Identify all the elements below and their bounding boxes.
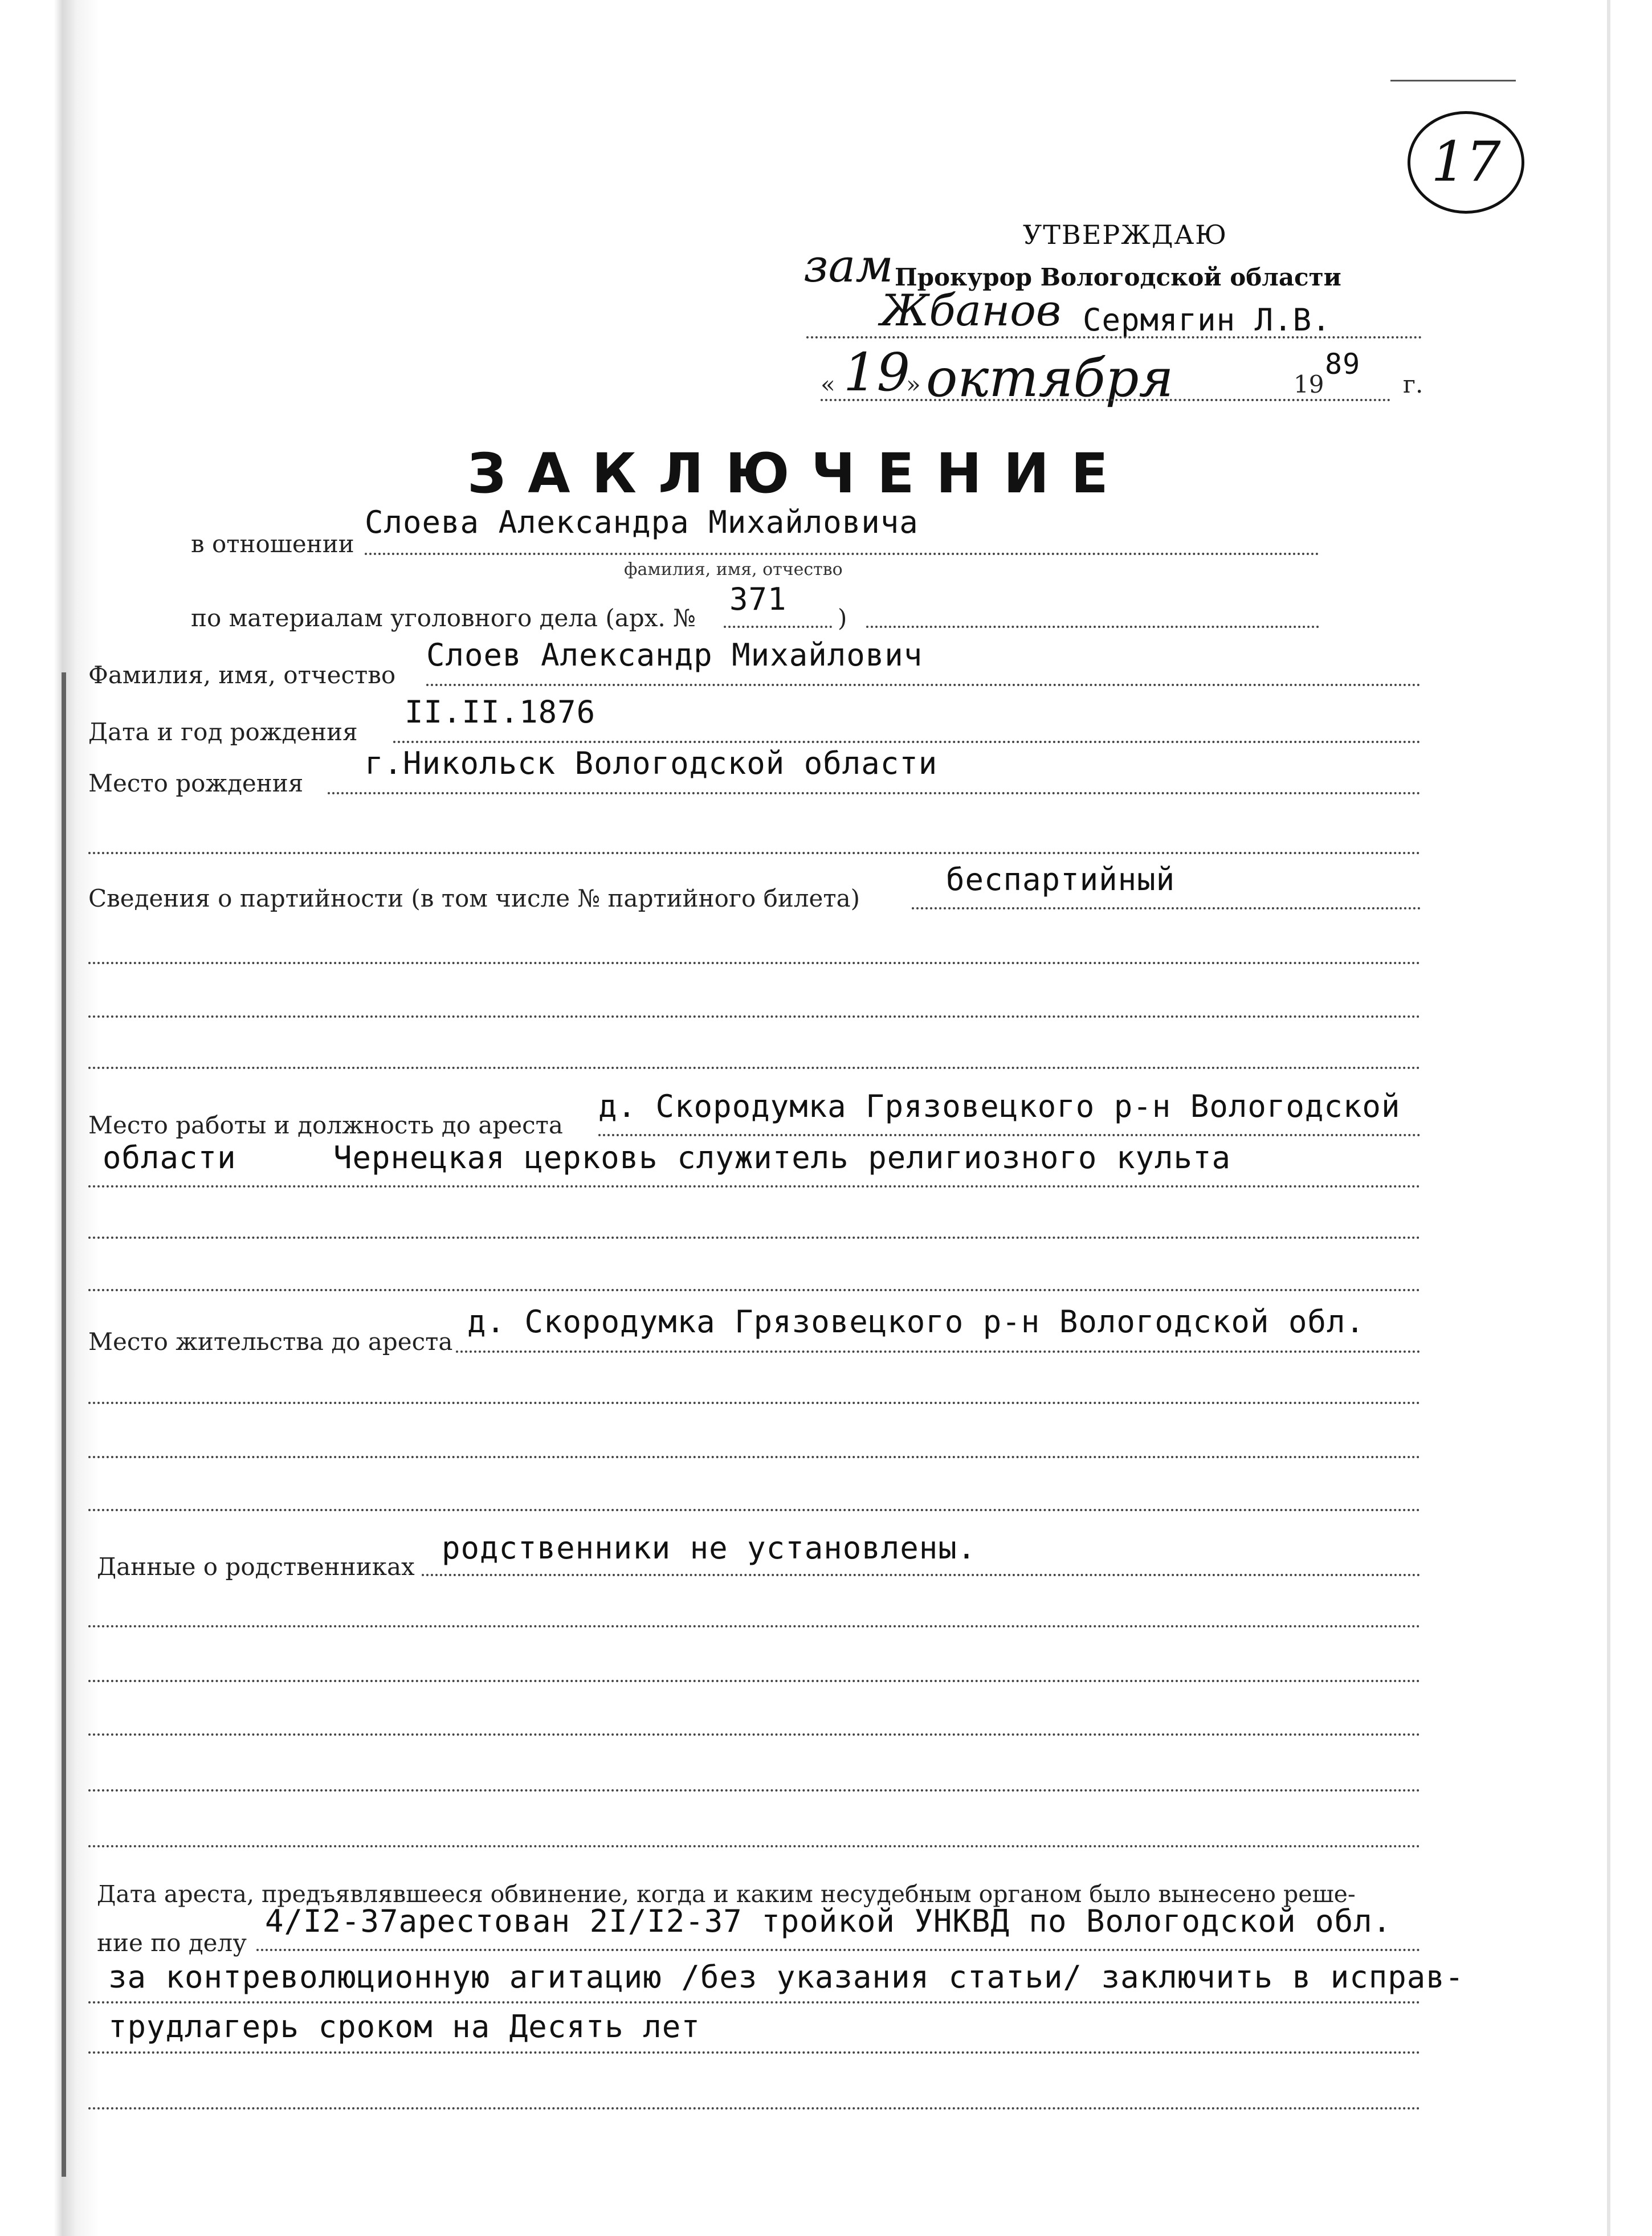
approval-signature: Жбанов (880, 285, 1062, 336)
top-rule (1390, 80, 1516, 81)
fio-label: Фамилия, имя, отчество (88, 661, 396, 689)
approval-position: Прокурор Вологодской области (895, 263, 1341, 291)
arrest-label-line1: Дата ареста, предъявлявшееся обвинение, когда и каким несудебным органом было вынесено реше- (97, 1880, 1356, 1908)
approval-day: 19 (843, 342, 911, 403)
fio-line (426, 684, 1421, 686)
blank-line (88, 1845, 1421, 1847)
relatives-line (422, 1574, 1421, 1576)
blank-line (88, 1237, 1421, 1239)
case-number-line (724, 626, 832, 628)
arrest-value-line3: трудлагерь сроком на Десять лет (108, 2009, 700, 2045)
approval-position-prefix: зам (803, 239, 894, 292)
arrest-line-2 (88, 2001, 1421, 2004)
residence-value: д. Скородумка Грязовецкого р-н Вологодской обл. (467, 1304, 1365, 1340)
fio-value: Слоев Александр Михайлович (426, 637, 923, 673)
blank-line (88, 852, 1421, 854)
relatives-label: Данные о родственниках (97, 1553, 415, 1581)
work-line-1 (598, 1134, 1421, 1136)
party-line (912, 907, 1421, 909)
blank-line (88, 2107, 1421, 2109)
birth-date-label: Дата и год рождения (88, 718, 358, 746)
regarding-label: в отношении (191, 530, 354, 558)
work-label: Место работы и должность до ареста (88, 1111, 563, 1139)
approval-year: 89 (1325, 348, 1361, 381)
page-number: 17 (1431, 130, 1501, 194)
approval-year-suffix: г. (1403, 370, 1423, 398)
date-close-quote: » (906, 370, 921, 398)
blank-line (88, 962, 1421, 964)
blank-line (88, 1015, 1421, 1018)
arrest-label-line2: ние по делу (97, 1929, 247, 1957)
work-line-2 (88, 1185, 1421, 1188)
approval-month: октября (926, 348, 1174, 409)
regarding-line (365, 553, 1319, 555)
page-edge (1607, 0, 1610, 2236)
blank-line (88, 1680, 1421, 1682)
work-value-line2b: Чернецкая церковь служитель религиозного культа (333, 1140, 1231, 1176)
residence-label: Место жительства до ареста (88, 1328, 453, 1356)
work-value-line1: д. Скородумка Грязовецкого р-н Вологодской (598, 1088, 1401, 1124)
blank-line (88, 1509, 1421, 1511)
blank-line (88, 1789, 1421, 1792)
birth-date-value: II.II.1876 (405, 694, 596, 730)
birth-place-label: Место рождения (88, 769, 304, 797)
binding-shadow (62, 672, 66, 2177)
date-open-quote: « (821, 370, 835, 398)
birth-place-line (328, 792, 1421, 794)
party-value: беспартийный (946, 862, 1176, 897)
blank-line (88, 1456, 1421, 1458)
birth-place-value: г.Никольск Вологодской области (365, 745, 938, 781)
regarding-caption: фамилия, имя, отчество (624, 560, 843, 580)
arrest-line-1 (256, 1949, 1421, 1951)
approval-name-line (806, 336, 1422, 338)
blank-line (88, 1402, 1421, 1404)
blank-line (88, 1625, 1421, 1627)
relatives-value: родственники не установлены. (442, 1530, 977, 1566)
page-number-stamp (1408, 111, 1524, 214)
residence-line (456, 1350, 1421, 1353)
document-title: ЗАКЛЮЧЕНИЕ (467, 442, 1130, 505)
arrest-line-3 (88, 2051, 1421, 2054)
approval-name: Сермягин Л.В. (1083, 302, 1331, 338)
approval-year-prefix: 19 (1294, 370, 1324, 398)
case-close: ) (838, 604, 847, 632)
blank-line (88, 1733, 1421, 1736)
birth-date-line (393, 741, 1421, 743)
work-value-line2a: области (103, 1140, 236, 1176)
regarding-value: Слоева Александра Михайловича (365, 504, 919, 540)
arrest-value-line1: 4/I2-37арестован 2I/I2-37 тройкой УНКВД по Вологодской обл. (265, 1903, 1392, 1939)
case-line (866, 626, 1319, 628)
blank-line (88, 1289, 1421, 1291)
case-value: 371 (729, 581, 787, 617)
approval-date-line (821, 399, 1390, 401)
blank-line (88, 1067, 1421, 1069)
party-label: Сведения о партийности (в том числе № партийного билета) (88, 884, 860, 912)
approval-heading: УТВЕРЖДАЮ (1023, 219, 1228, 250)
case-label: по материалам уголовного дела (арх. № (191, 604, 696, 632)
arrest-value-line2: за контреволюционную агитацию /без указания статьи/ заключить в исправ- (108, 1959, 1465, 1995)
